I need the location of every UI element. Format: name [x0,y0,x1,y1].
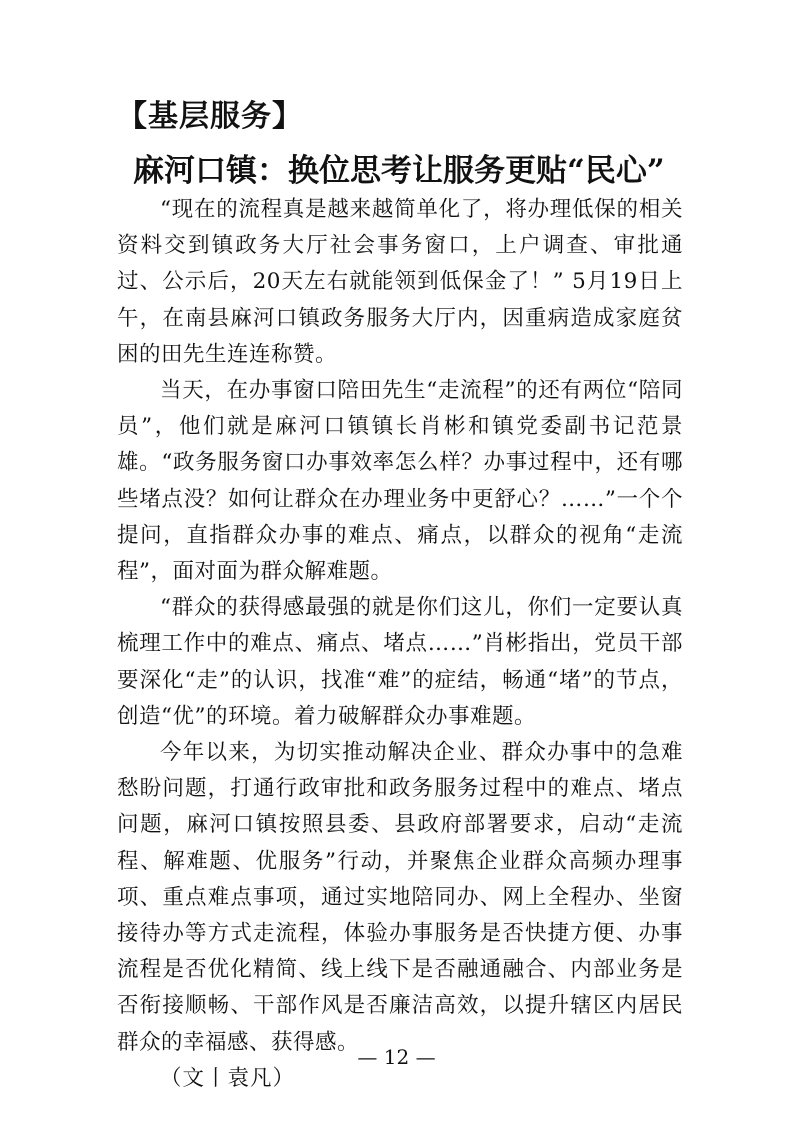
paragraph: 今年以来，为切实推动解决企业、群众办事中的急难愁盼问题，打通行政审批和政务服务过程中的难点、堵点问题，麻河口镇按照县委、县政府部署要求，启动“走流程、解难题、优服务”行动，并聚焦企业群众高频办理事项、重点难点事项，通过实地陪同办、网上全程办、坐窗接待办等方式走流程，体验办事服务是否快捷方便、办事流程是否优化精简、线上线下是否融通融合、内部业务是否衔接顺畅、干部作风是否廉洁高效，以提升辖区内居民群众的幸福感、获得感。 [117,740,683,1055]
article-title: 麻河口镇：换位思考让服务更贴“民心” [133,153,665,189]
paragraph: “群众的获得感最强的就是你们这儿，你们一定要认真梳理工作中的难点、痛点、堵点……”肖彬指出，党员干部要深化“走”的认识，找准“难”的症结，畅通“堵”的节点，创造“优”的环境。着力破解群众办事难题。 [117,595,683,729]
author-byline: （文丨袁凡） [160,1065,296,1091]
paragraph: “现在的流程真是越来越简单化了，将办理低保的相关资料交到镇政务大厅社会事务窗口，上户调查、审批通过、公示后，20天左右就能领到低保金了！” 5月19日上午，在南县麻河口镇政务服务大厅内，因重病造成家庭贫困的田先生连连称赞。 [117,197,683,367]
page-number: — 12 — [357,1045,436,1069]
section-tag: 【基层服务】 [117,99,303,134]
paragraph: 当天，在办事窗口陪田先生“走流程”的还有两位“陪同员”，他们就是麻河口镇镇长肖彬和镇党委副书记范景雄。“政务服务窗口办事效率怎么样？办事过程中，还有哪些堵点没？如何让群众在办理业务中更舒心？……”一个个提问，直指群众办事的难点、痛点，以群众的视角“走流程”，面对面为群众解难题。 [117,378,683,585]
article-body [117,192,683,1097]
